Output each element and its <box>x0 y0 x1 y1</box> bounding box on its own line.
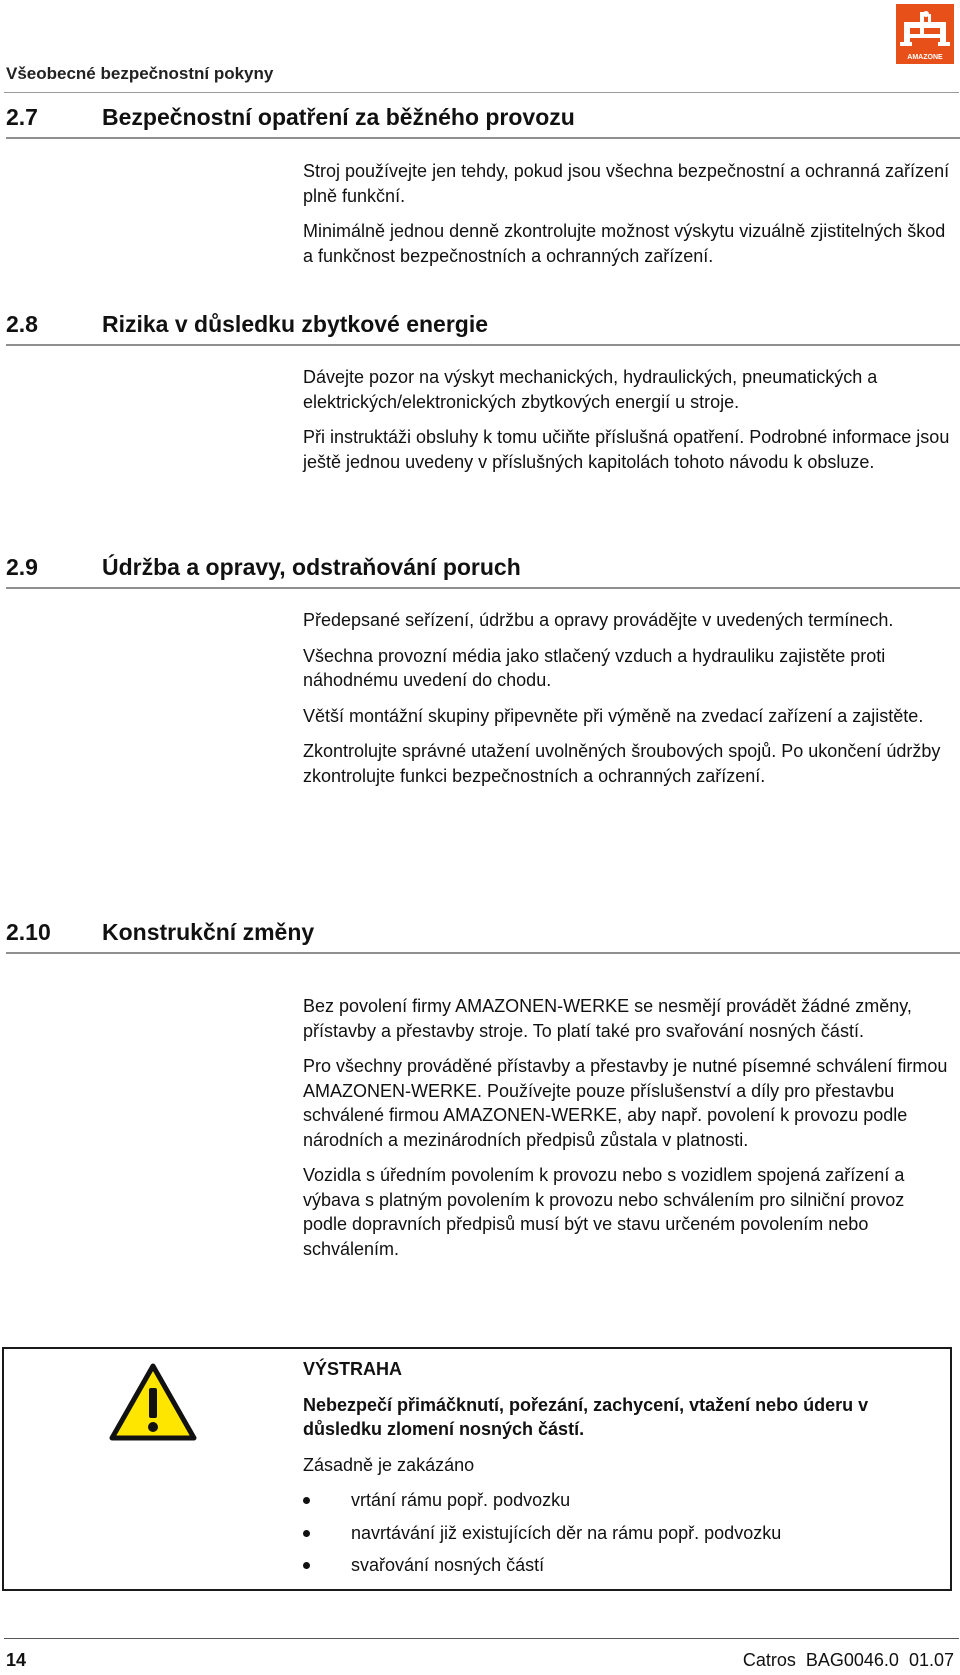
paragraph: Stroj používejte jen tehdy, pokud jsou všechna bezpečnostní a ochranná zařízení plně funkční. <box>303 161 950 206</box>
list-item-text: vrtání rámu popř. podvozku <box>351 1490 571 1510</box>
paragraph: Minimálně jednou denně zkontrolujte možnost výskytu vizuálně zjistitelných škod a funkčnost bezpečnostních a ochranných zařízení. <box>303 221 946 266</box>
section-heading-2-10 <box>6 918 960 954</box>
paragraph: Vozidla s úředním povolením k provozu nebo s vozidlem spojená zařízení a výbava s platným povolením k provozu nebo schválením pro silniční provoz podle dopravních předpisů musí být ve stavu určeném povolením nebo schválením. <box>303 1165 905 1259</box>
warning-lead: Nebezpečí přimáčknutí, pořezání, zachycení, vtažení nebo úderu v důsledku zlomení nosných částí. <box>303 1394 869 1439</box>
list-item-text: svařování nosných částí <box>351 1555 545 1575</box>
list-item <box>303 1488 948 1513</box>
warning-heading: VÝSTRAHA <box>303 1359 403 1379</box>
paragraph: Zkontrolujte správné utažení uvolněných šroubových spojů. Po ukončení údržby zkontrolujte funkci bezpečnostních a ochranných zařízení. <box>303 741 941 786</box>
bullet-icon <box>303 1562 310 1569</box>
list-item-text: navrtávání již existujících děr na rámu popř. podvozku <box>351 1522 782 1543</box>
section-number: 2.9 <box>6 554 38 580</box>
section-body-2-9 <box>303 608 953 799</box>
warning-list <box>303 1488 948 1578</box>
page-number: 14 <box>6 1650 27 1670</box>
section-heading-2-7 <box>6 103 960 139</box>
paragraph: Dávejte pozor na výskyt mechanických, hydraulických, pneumatických a elektrických/elektronických zbytkových energií u stroje. <box>303 367 878 412</box>
amazone-logo <box>896 4 954 64</box>
section-body-2-10 <box>303 994 953 1272</box>
section-title: Bezpečnostní opatření za běžného provozu <box>102 104 575 130</box>
section-body-2-8 <box>303 365 953 485</box>
section-number: 2.8 <box>6 311 38 337</box>
warning-content <box>303 1357 948 1586</box>
section-number: 2.7 <box>6 104 38 130</box>
paragraph: Předepsané seřízení, údržbu a opravy provádějte v uvedených termínech. <box>303 610 894 630</box>
header-title: Všeobecné bezpečnostní pokyny <box>6 64 274 83</box>
paragraph: Při instruktáži obsluhy k tomu učiňte příslušná opatření. Podrobné informace jsou ještě jednou uvedeny v příslušných kapitolách tohoto návodu k obsluze. <box>303 427 950 472</box>
document-reference: Catros BAG0046.0 01.07 <box>742 1650 954 1670</box>
bullet-icon <box>303 1497 310 1504</box>
section-heading-2-9 <box>6 553 960 589</box>
warning-intro: Zásadně je zakázáno <box>303 1454 475 1475</box>
section-heading-2-8 <box>6 310 960 346</box>
paragraph: Větší montážní skupiny připevněte při výměně na zvedací zařízení a zajistěte. <box>303 705 924 726</box>
warning-triangle-icon <box>108 1362 198 1442</box>
section-title: Konstrukční změny <box>102 919 315 945</box>
footer-divider <box>4 1638 959 1639</box>
section-body-2-7 <box>303 159 953 279</box>
section-number: 2.10 <box>6 919 51 945</box>
paragraph: Všechna provozní média jako stlačený vzduch a hydrauliku zajistěte proti náhodnému uvedení do chodu. <box>303 645 886 690</box>
section-title: Údržba a opravy, odstraňování poruch <box>102 554 521 580</box>
bullet-icon <box>303 1530 310 1537</box>
list-item <box>303 1553 948 1578</box>
paragraph: Bez povolení firmy AMAZONEN-WERKE se nesmějí provádět žádné změny, přístavby a přestavby stroje. To platí také pro svařování nosných částí. <box>303 996 912 1041</box>
logo-text: AMAZONE <box>907 54 943 61</box>
list-item <box>303 1521 948 1546</box>
section-title: Rizika v důsledku zbytkové energie <box>102 311 489 337</box>
header-divider <box>4 92 959 93</box>
paragraph: Pro všechny prováděné přístavby a přestavby je nutné písemné schválení firmou AMAZONEN-WERKE. Používejte pouze příslušenství a díly pro přestavbu schválené firmou AMAZONEN-WERKE, aby např. povolení k provozu podle národních a mezinárodních předpisů zůstala v platnosti. <box>303 1056 948 1150</box>
